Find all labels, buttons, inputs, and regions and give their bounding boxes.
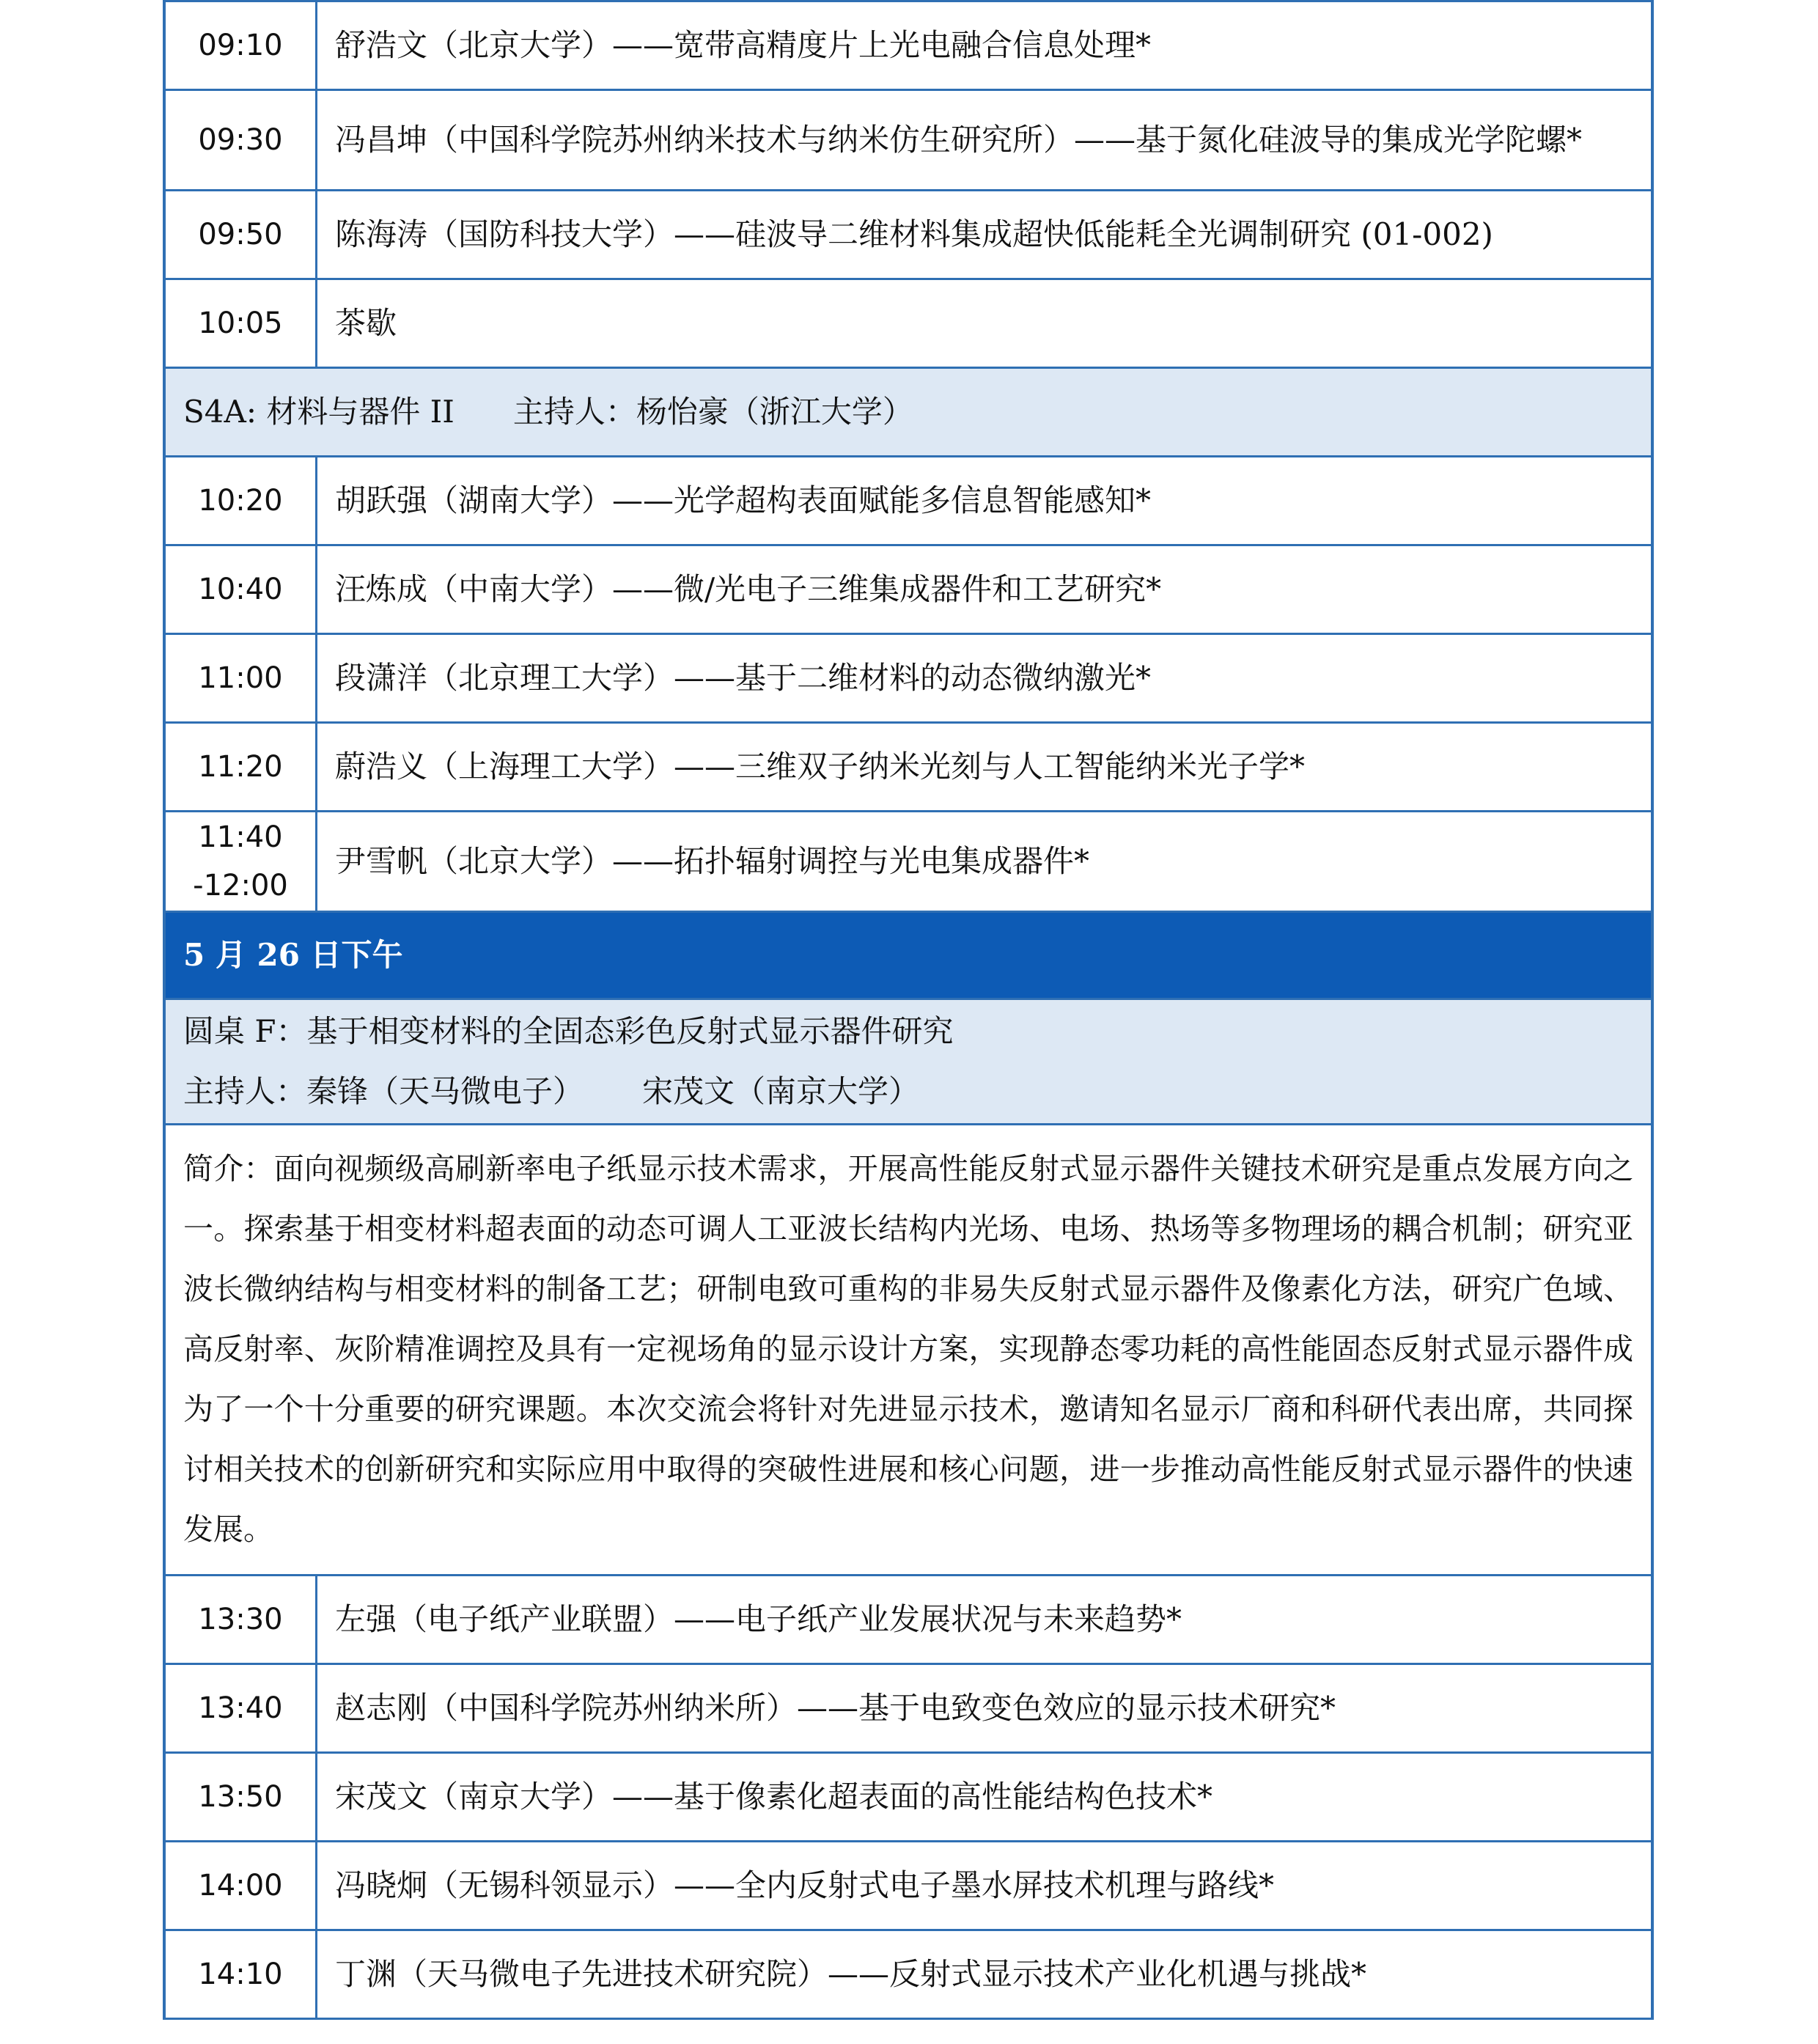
roundtable-host-2: 宋茂文（南京大学） [642, 1073, 920, 1109]
table-row [164, 191, 1652, 279]
talk-time-end: -12:00 [193, 869, 288, 902]
talk-time: 09:10 [164, 1, 317, 90]
day-header: 5 月 26 日下午 [164, 912, 1652, 999]
table-row [164, 457, 1652, 545]
table-row [164, 1753, 1652, 1842]
talk-title: 冯晓炯（无锡科领显示）——全内反射式电子墨水屏技术机理与路线* [317, 1842, 1653, 1930]
talk-title: 尹雪帆（北京大学）——拓扑辐射调控与光电集成器件* [317, 812, 1653, 912]
table-row [164, 545, 1652, 634]
intro-text: 简介：面向视频级高刷新率电子纸显示技术需求，开展高性能反射式显示器件关键技术研究是重点发展方向之一。探索基于相变材料超表面的动态可调人工亚波长结构内光场、电场、热场等多物理场的耦合机制；研究亚波长微纳结构与相变材料的制备工艺；研制电致可重构的非易失反射式显示器件及像素化方法，研究广色域、高反射率、灰阶精准调控及具有一定视场角的显示设计方案，实现静态零功耗的高性能固态反射式显示器件成为了一个十分重要的研究课题。本次交流会将针对先进显示技术，邀请知名显示厂商和科研代表出席，共同探讨相关技术的创新研究和实际应用中取得的突破性进展和核心问题，进一步推动高性能反射式显示器件的快速发展。 [164, 1125, 1652, 1576]
talk-time: 09:30 [164, 90, 317, 191]
roundtable-host-1: 主持人：秦锋（天马微电子） [183, 1073, 584, 1109]
session-header-row [164, 368, 1652, 457]
talk-time: 13:40 [164, 1664, 317, 1753]
table-row [164, 279, 1652, 368]
roundtable-hosts [183, 1062, 1651, 1122]
talk-time: 13:50 [164, 1753, 317, 1842]
table-row [164, 90, 1652, 191]
table-row [164, 812, 1652, 912]
talk-title: 段潇洋（北京理工大学）——基于二维材料的动态微纳激光* [317, 634, 1653, 723]
talk-time: 11:00 [164, 634, 317, 723]
talk-time: 10:20 [164, 457, 317, 545]
talk-title: 赵志刚（中国科学院苏州纳米所）——基于电致变色效应的显示技术研究* [317, 1664, 1653, 1753]
roundtable-header [164, 999, 1652, 1125]
talk-time: 13:30 [164, 1576, 317, 1664]
schedule-table [163, 0, 1654, 2020]
talk-time: 14:10 [164, 1930, 317, 2019]
schedule-page [163, 0, 1654, 2020]
table-row [164, 634, 1652, 723]
session-header [164, 368, 1652, 457]
break-time: 10:05 [164, 279, 317, 368]
talk-title: 胡跃强（湖南大学）——光学超构表面赋能多信息智能感知* [317, 457, 1653, 545]
talk-title: 宋茂文（南京大学）——基于像素化超表面的高性能结构色技术* [317, 1753, 1653, 1842]
talk-time-start: 11:40 [198, 820, 283, 854]
talk-title: 冯昌坤（中国科学院苏州纳米技术与纳米仿生研究所）——基于氮化硅波导的集成光学陀螺* [317, 90, 1653, 191]
session-host: 主持人：杨怡豪（浙江大学） [512, 394, 913, 430]
talk-title: 舒浩文（北京大学）——宽带高精度片上光电融合信息处理* [317, 1, 1653, 90]
talk-time: 10:40 [164, 545, 317, 634]
roundtable-header-row [164, 999, 1652, 1125]
talk-time: 09:50 [164, 191, 317, 279]
talk-title: 左强（电子纸产业联盟）——电子纸产业发展状况与未来趋势* [317, 1576, 1653, 1664]
talk-time [164, 812, 317, 912]
roundtable-title: 圆桌 F：基于相变材料的全固态彩色反射式显示器件研究 [183, 1013, 954, 1049]
table-row [164, 1842, 1652, 1930]
talk-title: 丁渊（天马微电子先进技术研究院）——反射式显示技术产业化机遇与挑战* [317, 1930, 1653, 2019]
talk-title: 蔚浩义（上海理工大学）——三维双子纳米光刻与人工智能纳米光子学* [317, 723, 1653, 812]
break-label: 茶歇 [317, 279, 1653, 368]
table-row [164, 1576, 1652, 1664]
table-row [164, 1, 1652, 90]
table-row [164, 1664, 1652, 1753]
talk-time: 11:20 [164, 723, 317, 812]
table-row [164, 723, 1652, 812]
session-label: S4A: 材料与器件 II [183, 394, 454, 430]
day-header-row [164, 912, 1652, 999]
talk-time: 14:00 [164, 1842, 317, 1930]
talk-title: 陈海涛（国防科技大学）——硅波导二维材料集成超快低能耗全光调制研究 (01-002) [317, 191, 1653, 279]
table-row [164, 1930, 1652, 2019]
talk-title: 汪炼成（中南大学）——微/光电子三维集成器件和工艺研究* [317, 545, 1653, 634]
intro-row [164, 1125, 1652, 1576]
